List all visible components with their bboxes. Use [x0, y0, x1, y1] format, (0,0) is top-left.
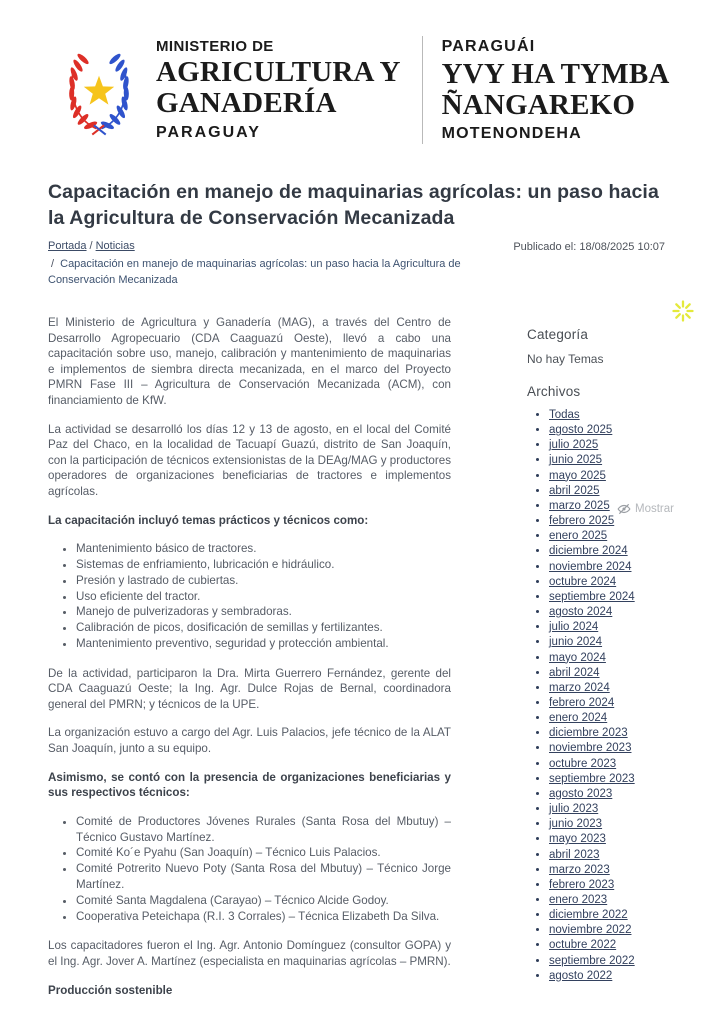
archive-item	[549, 590, 681, 605]
archive-item	[549, 438, 681, 453]
organization-item: • Comité Ko´e Pyahu (San Joaquín) – Técnico Luis Palacios.	[76, 845, 451, 861]
archives-heading: Archivos	[527, 384, 581, 399]
ministry-wordmark	[156, 32, 401, 146]
organization-item: • Comité de Productores Jóvenes Rurales (Santa Rosa del Mbutuy) – Técnico Gustavo Martínez.	[76, 814, 451, 846]
archive-item	[549, 787, 681, 802]
archive-item	[549, 741, 681, 756]
archive-item	[549, 893, 681, 908]
archive-item-link[interactable]: julio 2025	[549, 439, 599, 452]
organization-item: • Comité Potrerito Nuevo Poty (Santa Rosa del Mbutuy) – Técnico Jorge Martínez.	[76, 861, 451, 893]
archive-item-link[interactable]: noviembre 2022	[549, 924, 632, 937]
archive-item-link[interactable]: marzo 2024	[549, 681, 610, 694]
archive-item-link[interactable]: febrero 2023	[549, 878, 615, 891]
archive-item-link[interactable]: diciembre 2024	[549, 545, 628, 558]
topic-item: • Presión y lastrado de cubiertas.	[76, 573, 451, 589]
archive-item-link[interactable]: junio 2025	[549, 454, 603, 467]
archive-item	[549, 453, 681, 468]
breadcrumb	[48, 240, 135, 252]
paragraph-organization: La organización estuvo a cargo del Agr. Luis Palacios, jefe técnico de la ALAT San Joaquín, junto a su equipo.	[48, 726, 451, 756]
article-meta-row	[48, 240, 665, 253]
main-content	[0, 179, 707, 1011]
accessibility-asterisk-icon[interactable]	[671, 299, 695, 323]
archive-item	[549, 711, 681, 726]
topics-list	[48, 541, 451, 652]
paragraph-intro: El Ministerio de Agricultura y Ganadería (MAG), a través del Centro de Desarrollo Agropecuario (CDA Caaguazú Oeste), llevó a cabo una capacitación sobre uso, manejo, calibración y mantenimiento de maquinarias e implementos de siembra directa mecanizada, en el marco del Proyecto PMRN Fase III – Agricultura de Conservación Mecanizada (ACM), con financiamiento de KfW.	[48, 316, 451, 407]
archive-item	[549, 681, 681, 696]
closing-heading: Producción sostenible	[48, 983, 173, 997]
archive-item	[549, 544, 681, 559]
breadcrumb-current-page	[48, 256, 480, 288]
archive-item	[549, 878, 681, 893]
content-columns	[48, 315, 674, 1011]
archive-item	[549, 605, 681, 620]
ministry-line-1: MINISTERIO DE	[156, 38, 274, 55]
guarani-line-4: MOTENONDEHA	[441, 125, 582, 142]
topic-item: • Mantenimiento preventivo, seguridad y protección ambiental.	[76, 636, 451, 652]
archive-item-link[interactable]: septiembre 2022	[549, 954, 635, 967]
paragraph-trainers: Los capacitadores fueron el Ing. Agr. Antonio Domínguez (consultor GOPA) y el Ing. Agr. Jover A. Martínez (especialista en maquinarias agrícolas – PMRN).	[48, 939, 451, 969]
archive-item	[549, 969, 681, 984]
topic-item: • Sistemas de enfriamiento, lubricación e hidráulico.	[76, 557, 451, 573]
breadcrumb-section-link[interactable]: Noticias	[95, 240, 135, 252]
breadcrumb-separator: /	[89, 240, 93, 252]
archive-item	[549, 666, 681, 681]
archive-item-link[interactable]: agosto 2025	[549, 424, 613, 437]
organizations-heading: Asimismo, se contó con la presencia de organizaciones beneficiarias y sus respectivos técnicos:	[48, 770, 451, 800]
archive-item	[549, 575, 681, 590]
archive-item-link[interactable]: octubre 2024	[549, 575, 617, 588]
archive-item	[549, 529, 681, 544]
archive-item-link[interactable]: febrero 2025	[549, 515, 615, 528]
archive-item	[549, 620, 681, 635]
archive-item	[549, 469, 681, 484]
archive-item-link[interactable]: abril 2024	[549, 666, 600, 679]
archive-item	[549, 802, 681, 817]
paragraph-activity: La actividad se desarrolló los días 12 y 13 de agosto, en el local del Comité Paz del Chaco, en la localidad de Tacuapí Guazú, distrito de San Joaquín, con la participación de técnicos extensionistas de la DEAg/MAG y productores operadores de organizaciones beneficiarias de tractores e implementos agrícolas.	[48, 422, 451, 498]
archive-item	[549, 772, 681, 787]
organization-item: • Comité Santa Magdalena (Carayao) – Técnico Alcide Godoy.	[76, 893, 451, 909]
archive-item-link[interactable]: abril 2025	[549, 484, 600, 497]
organization-item: • Cooperativa Peteichapa (R.I. 3 Corrales) – Técnica Elizabeth Da Silva.	[76, 909, 451, 925]
archive-item	[549, 954, 681, 969]
archives-list	[527, 408, 681, 984]
archive-item	[549, 484, 681, 499]
archive-item-link[interactable]: mayo 2023	[549, 833, 606, 846]
sidebar	[527, 315, 681, 1011]
archive-item-link[interactable]: febrero 2024	[549, 696, 615, 709]
archive-item-link[interactable]: octubre 2023	[549, 757, 617, 770]
archive-item-link[interactable]: mayo 2024	[549, 651, 606, 664]
archive-item-link[interactable]: marzo 2025	[549, 499, 610, 512]
archive-item	[549, 635, 681, 650]
logo-divider	[422, 36, 423, 144]
paragraph-participants: De la actividad, participaron la Dra. Mirta Guerrero Fernández, gerente del CDA Caaguazú Oeste; la Ing. Agr. Dulce Rojas de Bernal, coordinadora general del PMRN; y técnicos de la UPE.	[48, 666, 451, 711]
ministry-line-2: AGRICULTURA Y	[156, 56, 401, 88]
archive-item	[549, 908, 681, 923]
archive-item-link[interactable]: agosto 2022	[549, 969, 613, 982]
archive-item-link[interactable]: septiembre 2024	[549, 590, 635, 603]
archive-item-link[interactable]: noviembre 2023	[549, 742, 632, 755]
topics-heading: La capacitación incluyó temas prácticos y técnicos como:	[48, 513, 369, 527]
topic-item: • Uso eficiente del tractor.	[76, 589, 451, 605]
archive-item-link[interactable]: diciembre 2023	[549, 727, 628, 740]
archive-item	[549, 848, 681, 863]
page-title: Capacitación en manejo de maquinarias agrícolas: un paso hacia la Agricultura de Conservación Mecanizada	[48, 181, 659, 229]
archive-item	[549, 938, 681, 953]
archive-item-link[interactable]: diciembre 2022	[549, 909, 628, 922]
organizations-list	[48, 814, 451, 925]
archive-item	[549, 863, 681, 878]
archive-item-link[interactable]: enero 2023	[549, 894, 608, 906]
archive-item-link[interactable]: septiembre 2023	[549, 772, 635, 785]
archive-item-link[interactable]: octubre 2022	[549, 939, 617, 952]
archive-item-link[interactable]: marzo 2023	[549, 863, 610, 876]
archive-item	[549, 757, 681, 772]
show-widget-label: Mostrar	[635, 503, 674, 515]
guarani-line-2: YVY HA TYMBA	[441, 58, 670, 90]
archive-item-link[interactable]: junio 2024	[549, 636, 603, 649]
archive-item-link[interactable]: enero 2025	[549, 530, 608, 543]
archive-item-link[interactable]: agosto 2024	[549, 606, 613, 619]
archive-item	[549, 408, 681, 423]
topic-item: • Manejo de pulverizadoras y sembradoras.	[76, 604, 451, 620]
guarani-line-3: ÑANGAREKO	[441, 89, 636, 121]
category-empty-label: No hay Temas	[527, 352, 604, 366]
archive-item-link[interactable]: abril 2023	[549, 848, 600, 861]
archive-item	[549, 832, 681, 847]
archive-item-link[interactable]: julio 2023	[549, 803, 599, 816]
archive-item-link[interactable]: enero 2024	[549, 712, 608, 725]
archive-item	[549, 423, 681, 438]
archive-item-link[interactable]: junio 2023	[549, 818, 603, 831]
guarani-wordmark	[442, 32, 670, 146]
archive-item	[549, 817, 681, 832]
show-widget-overlay[interactable]	[615, 500, 678, 518]
archive-item-link[interactable]: noviembre 2024	[549, 560, 632, 573]
topic-item: • Calibración de picos, dosificación de semillas y fertilizantes.	[76, 620, 451, 636]
star-icon	[84, 76, 114, 105]
ministry-line-3: GANADERÍA	[156, 87, 337, 119]
published-date: Publicado el: 18/08/2025 10:07	[513, 241, 665, 253]
site-header	[0, 0, 707, 146]
guarani-line-1: PARAGUÁI	[441, 38, 536, 55]
archive-item-link[interactable]: julio 2024	[549, 621, 599, 634]
archive-item-link[interactable]: Todas	[549, 409, 580, 421]
topic-item: • Mantenimiento básico de tractores.	[76, 541, 451, 557]
article-body	[48, 315, 451, 1011]
breadcrumb-separator: /	[51, 258, 55, 270]
archive-item-link[interactable]: agosto 2023	[549, 787, 613, 800]
category-heading: Categoría	[527, 327, 589, 342]
archive-item-link[interactable]: mayo 2025	[549, 469, 606, 482]
breadcrumb-home-link[interactable]: Portada	[48, 240, 87, 252]
archive-item	[549, 651, 681, 666]
breadcrumb-current-label: Capacitación en manejo de maquinarias agrícolas: un paso hacia la Agricultura de Conservación Mecanizada	[48, 258, 461, 286]
eye-off-icon	[617, 502, 631, 516]
ministry-line-4: PARAGUAY	[156, 124, 261, 141]
archive-item	[549, 560, 681, 575]
archive-item	[549, 696, 681, 711]
archive-item	[549, 923, 681, 938]
archive-item	[549, 726, 681, 741]
mag-paraguay-emblem-logo	[57, 34, 141, 146]
